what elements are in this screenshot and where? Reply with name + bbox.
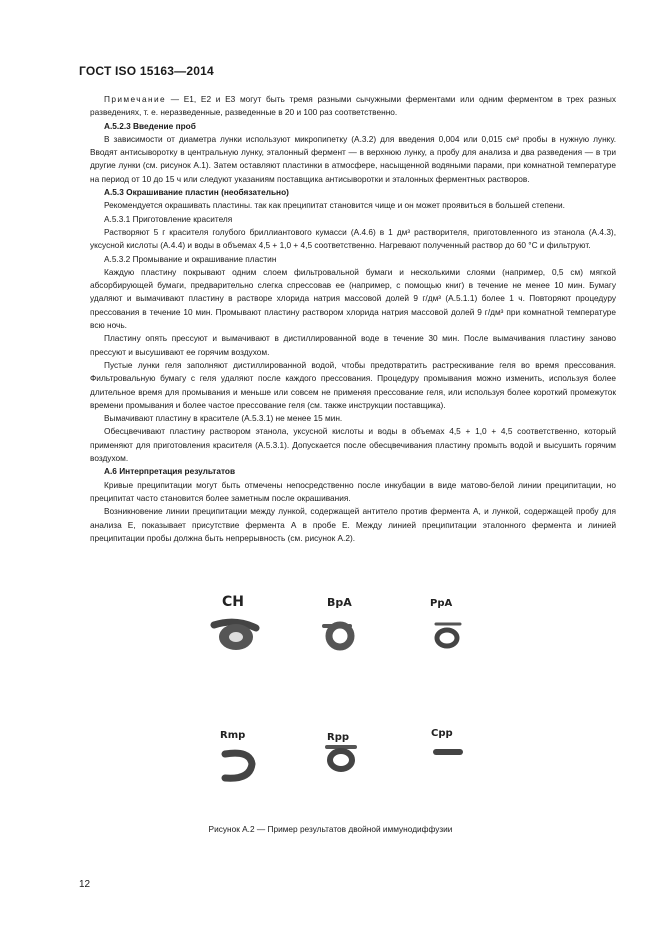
note-text: — E1, E2 и E3 могут быть тремя разными сычужными ферментами или одним ферментом в трех разных разведениях, т. е. неразведенные, разведенные в 20 и 100 раз соответственно. [90,94,616,118]
section-a523-text: В зависимости от диаметра лунки используют микропипетку (А.3.2) для введения 0,004 или 0,015 см³ пробы в нужную лунку. Вводят антисыворотку в центральную лунку, эталонный фермент — в верхнюю лунку, а пробу для анализа и два разведения — в три другие лунки (см. рисунок А.1). Затем оставляют пластинки в атмосфере, насыщенной водяными парами, при комнатной температуре на период от 10 до 15 ч или следуют указаниям поставщика антисыворотки и эталонных ферментных растворов. [90,133,616,184]
section-a53-text: Рекомендуется окрашивать пластины. так как преципитат становится чище и он может проявиться в большей степени. [104,200,565,211]
well-label-ch: CH [222,594,244,610]
precipitation-spot-ppa [436,624,460,646]
page-number: 12 [79,879,91,890]
precipitation-spot-bpa [324,625,351,647]
section-a532-paragraph-1: Каждую пластину покрывают одним слоем фильтровальной бумаги и несколькими слоями (например, 0,5 см) мягкой абсорбирующей бумаги, предварительно слегка спрессовав ее (например, с помощью книг) в течение не менее 10 мин. Бумагу удаляют и вымачивают пластину в растворе хлорида натрия массовой долей 9 г/дм³ (А.5.1.1) более 1 ч. Повторяют процедуру прессования в течение 10 мин. Промывают пластину раствором хлорида натрия массовой долей 9 г/дм³ при комнатной температуре всю ночь. [90,266,616,331]
immunodiffusion-figure [150,582,550,812]
well-label-bpa: BpA [327,596,352,609]
section-a532-paragraph-3: Пустые лунки геля заполняют дистиллированной водой, чтобы предотвратить растрескивание геля во время прессования. Фильтровальную бумагу с геля удаляют после каждого прессования. Процедуру промывания можно изменить, используя более длительное время для промывания и меньше или совсем не применяя прессование геля, или используя более короткий промежуток времени промывания и более частое прессование геля (см. также инструкции поставщика). [90,359,616,410]
well-label-rmp: Rmp [220,730,246,741]
section-a532-paragraph-4: Вымачивают пластину в красителе (А.5.3.1) не менее 15 мин. [104,413,343,424]
precipitation-spot-ch [214,622,256,650]
section-a531-text: Растворяют 5 г красителя голубого бриллиантового кумасси (А.4.6) в 1 дм³ растворителя, приготовленного из этанола (А.4.3), уксусной кислоты (А.4.4) и воды в объемах 4,5 + 1,0 + 4,5 соответственно. Нагревают полученный раствор до 60 °С и фильтруют. [90,226,616,251]
document-header: ГОСТ ISO 15163—2014 [79,64,214,78]
section-a6-paragraph-1: Кривые преципитации могут быть отмечены непосредственно после инкубации в виде матово-белой линии преципитации, но преципитат часто становится более заметным после окрашивания. [90,479,616,503]
section-a53-title: А.5.3 Окрашивание пластин (необязательно) [104,187,289,198]
section-a532-paragraph-2: Пластину опять прессуют и вымачивают в дистиллированной воде в течение 30 мин. После вымачивания пластину заново прессуют и высушивают ее горячим воздухом. [90,333,616,357]
section-a523-title: А.5.2.3 Введение проб [104,120,196,131]
well-label-cpp: Cpp [431,728,453,739]
page-body [90,93,616,545]
note-label: Примечание [104,94,167,104]
section-a532-paragraph-5: Обесцвечивают пластину раствором этанола, уксусной кислоты и воды в объемах 4,5 + 1,0 + 4,5 соответственно, который применяют для приготовления красителя (А.5.3.1). Допускается после обесцвечивания пластину промыть водой и высушить горячим воздухом. [90,426,616,464]
figure-caption: Рисунок А.2 — Пример результатов двойной иммунодиффузии [208,824,453,834]
section-a532-title: А.5.3.2 Промывание и окрашивание пластин [104,253,277,264]
well-label-ppa: PpA [430,598,453,609]
well-label-rpp: Rpp [327,732,350,743]
precipitation-spot-rpp [327,747,355,769]
section-a531-title: А.5.3.1 Приготовление красителя [104,213,233,224]
figure-a2 [150,582,550,812]
precipitation-spot-rmp [225,753,252,778]
note-paragraph [90,93,616,120]
section-a6-paragraph-2: Возникновение линии преципитации между лункой, содержащей антитело против фермента А, и лункой, содержащей пробу для анализа Е, показывает присутствие фермента А в пробе Е. Между линией преципитации эталонного фермента и линией преципитации пробы должна быть непрерывность (см. рисунок А.2). [90,506,616,543]
section-a6-title: А.6 Интерпретация результатов [104,466,236,477]
